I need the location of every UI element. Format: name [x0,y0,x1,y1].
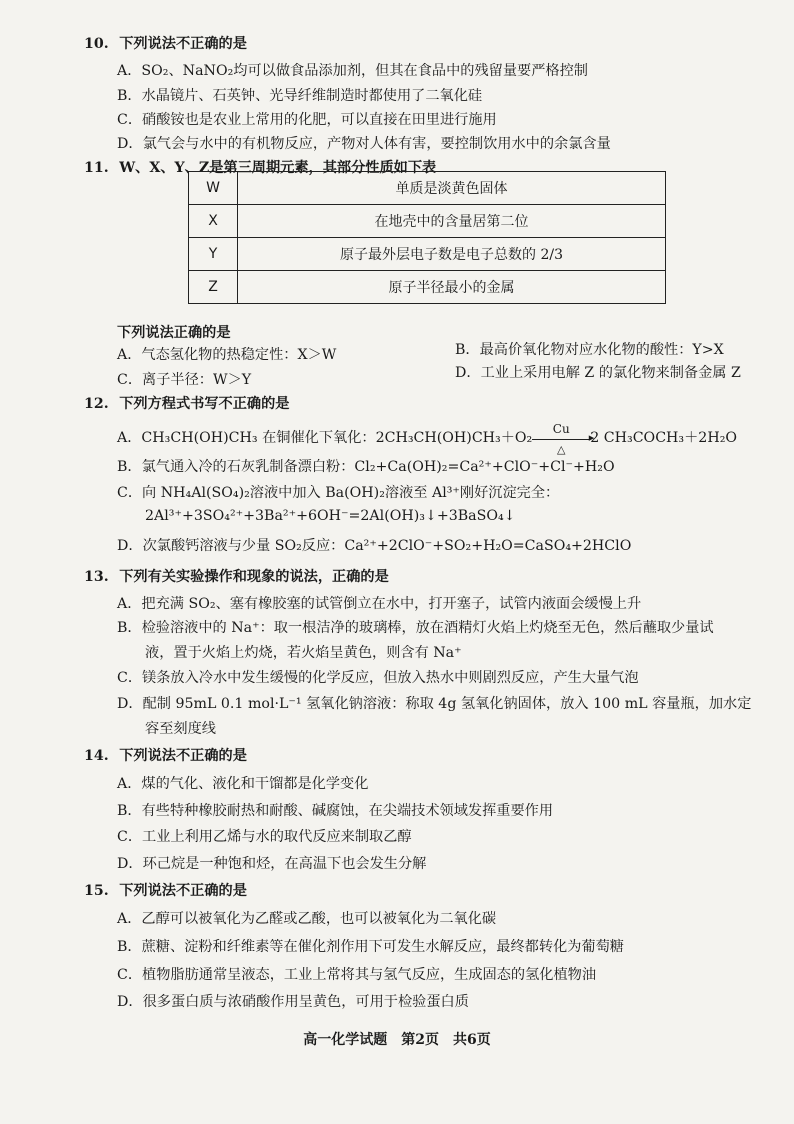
question-number: 10. [84,36,109,52]
option-c: C．工业上利用乙烯与水的取代反应来制取乙醇 [117,829,412,845]
table-cell-value: 原子半径最小的金属 [238,271,666,304]
option-b: B．氯气通入冷的石灰乳制备漂白粉：Cl₂+Ca(OH)₂=Ca²⁺+ClO⁻+Cl⁻+H₂O [117,459,615,475]
option-c-equation: 2Al³⁺+3SO₄²⁺+3Ba²⁺+6OH⁻=2Al(OH)₃↓+3BaSO₄↓ [145,508,516,524]
question-stem: 下列方程式书写不正确的是 [119,396,290,412]
arrow-line [532,439,590,440]
option-c: C．向 NH₄Al(SO₄)₂溶液中加入 Ba(OH)₂溶液至 Al³⁺刚好沉淀完全： [117,485,560,501]
option-d: D．环己烷是一种饱和烃，在高温下也会发生分解 [117,856,427,872]
table-cell-key: X [189,205,238,238]
question-14 [84,745,247,765]
option-b: B．检验溶液中的 Na⁺：取一根洁净的玻璃棒，放在酒精灯火焰上灼烧至无色，然后蘸取少量试 [117,620,714,636]
question-number: 12. [84,396,109,412]
table-cell-key: Z [189,271,238,304]
table-row [189,172,666,205]
table-row [189,238,666,271]
question-12 [84,393,289,413]
option-a: A．把充满 SO₂、塞有橡胶塞的试管倒立在水中，打开塞子，试管内液面会缓慢上升 [117,596,642,612]
question-15 [84,880,247,900]
option-a: A．SO₂、NaNO₂均可以做食品添加剂，但其在食品中的残留量要严格控制 [117,63,588,79]
option-c: C．离子半径：W＞Y [117,372,252,388]
question-stem: 下列说法不正确的是 [119,748,247,764]
table-cell-key: W [189,172,238,205]
option-a: A．气态氢化物的热稳定性：X＞W [117,347,337,363]
element-properties-table [188,171,666,304]
option-d: D．工业上采用电解 Z 的氯化物来制备金属 Z [455,365,741,381]
option-c: C．硝酸铵也是农业上常用的化肥，可以直接在田里进行施用 [117,112,497,128]
question-number: 13. [84,569,109,585]
table-cell-value: 单质是淡黄色固体 [238,172,666,205]
option-c: C．镁条放入冷水中发生缓慢的化学反应，但放入热水中则剧烈反应，产生大量气泡 [117,670,639,686]
option-d: D．氯气会与水中的有机物反应，产物对人体有害，要控制饮用水中的余氯含量 [117,136,611,152]
question-stem: 下列说法不正确的是 [119,36,247,52]
option-b: B．水晶镜片、石英钟、光导纤维制造时都使用了二氧化硅 [117,88,483,104]
option-c: C．植物脂肪通常呈液态，工业上常将其与氢气反应，生成固态的氢化植物油 [117,967,597,983]
table-cell-value: 在地壳中的含量居第二位 [238,205,666,238]
equation-reactants: A．CH₃CH(OH)CH₃ 在铜催化下氧化：2CH₃CH(OH)CH₃＋O₂ [117,430,533,446]
page-footer: 高一化学试题 第2页 共6页 [303,1032,491,1048]
question-10 [84,33,247,53]
question-stem: 下列有关实验操作和现象的说法，正确的是 [119,569,389,585]
option-d-continued: 容至刻度线 [145,721,216,737]
option-a [117,421,738,456]
question-stem: 下列说法不正确的是 [119,883,247,899]
table-cell-key: Y [189,238,238,271]
option-a: A．煤的气化、液化和干馏都是化学变化 [117,776,369,792]
option-a: A．乙醇可以被氧化为乙醛或乙酸，也可以被氧化为二氧化碳 [117,911,497,927]
question-number: 14. [84,748,109,764]
option-b: B．蔗糖、淀粉和纤维素等在催化剂作用下可发生水解反应，最终都转化为葡萄糖 [117,939,624,955]
option-d: D．次氯酸钙溶液与少量 SO₂反应：Ca²⁺+2ClO⁻+SO₂+H₂O=CaSO₄+2HClO [117,538,632,554]
catalyst-label: Cu [552,421,570,436]
heat-symbol: △ [557,442,566,456]
table-row [189,205,666,238]
question-number: 15. [84,883,109,899]
question-stem: W、X、Y、Z是第三周期元素，其部分性质如下表 [119,160,437,176]
table-row [189,271,666,304]
question-substem: 下列说法正确的是 [117,325,231,341]
option-d: D．很多蛋白质与浓硝酸作用呈黄色，可用于检验蛋白质 [117,994,469,1010]
table-cell-value: 原子最外层电子数是电子总数的 2/3 [238,238,666,271]
reaction-arrow [532,421,590,456]
question-13 [84,566,389,586]
option-b: B．最高价氧化物对应水化物的酸性：Y>X [455,342,724,358]
option-d: D．配制 95mL 0.1 mol·L⁻¹ 氢氧化钠溶液：称取 4g 氢氧化钠固体，放入 100 mL 容量瓶，加水定 [117,696,752,712]
equation-products: 2 CH₃COCH₃＋2H₂O [590,430,738,446]
option-b: B．有些特种橡胶耐热和耐酸、碱腐蚀，在尖端技术领域发挥重要作用 [117,803,554,819]
option-b-continued: 液，置于火焰上灼烧，若火焰呈黄色，则含有 Na⁺ [145,645,462,661]
question-number: 11. [84,160,109,176]
